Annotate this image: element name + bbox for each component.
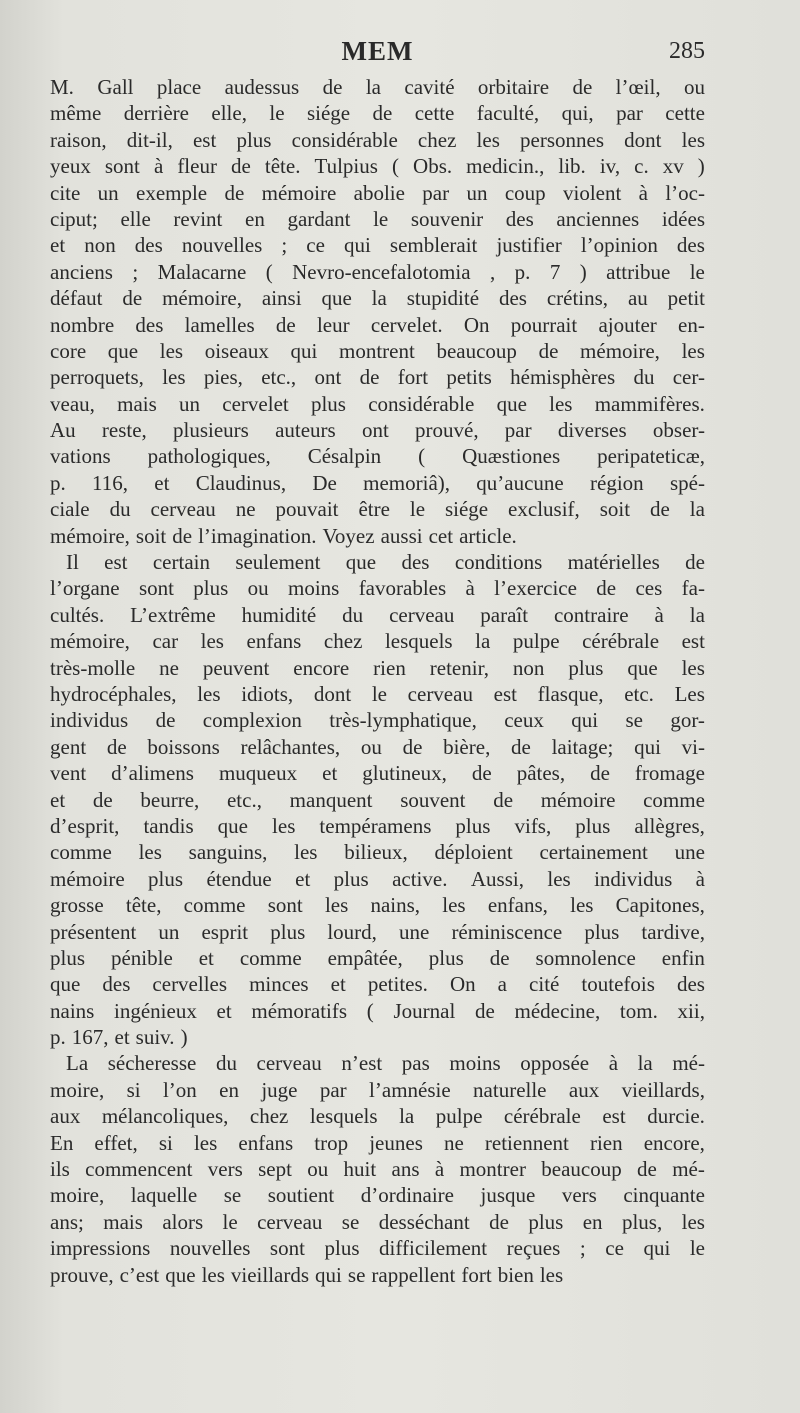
text-line: que des cervelles minces et petites. On a cité toutefois des [50, 972, 705, 997]
text-line: yeux sont à fleur de tête. Tulpius ( Obs. medicin., lib. iv, c. xv ) [50, 154, 705, 179]
text-line: En effet, si les enfans trop jeunes ne retiennent rien encore, [50, 1130, 705, 1155]
text-line: individus de complexion très-lymphatique, ceux qui se gor- [50, 708, 705, 733]
text-line: p. 167, et suiv. ) [50, 1025, 188, 1050]
text-line: perroquets, les pies, etc., ont de fort petits hémisphères du cer- [50, 365, 705, 390]
text-line: gent de boissons relâchantes, ou de bière, de laitage; qui vi- [50, 734, 705, 759]
text-line: moire, si l’on en juge par l’amnésie naturelle aux vieillards, [50, 1077, 705, 1102]
text-line: comme les sanguins, les bilieux, déploient certainement une [50, 840, 705, 865]
text-line: très-molle ne peuvent encore rien retenir, non plus que les [50, 655, 705, 680]
text-line: Il est certain seulement que des conditions matérielles de [66, 550, 705, 575]
page-header [50, 36, 705, 76]
text-line: prouve, c’est que les vieillards qui se rappellent fort bien les [50, 1262, 564, 1287]
text-line: mémoire, soit de l’imagination. Voyez aussi cet article. [50, 523, 517, 548]
text-line: moire, laquelle se soutient d’ordinaire jusque vers cinquante [50, 1183, 705, 1208]
text-line: d’esprit, tandis que les tempéramens plus vifs, plus allègres, [50, 813, 705, 838]
text-line: p. 116, et Claudinus, De memoriâ), qu’aucune région spé- [50, 470, 705, 495]
text-line: Au reste, plusieurs auteurs ont prouvé, par diverses obser- [50, 418, 705, 443]
text-line: vations pathologiques, Césalpin ( Quæstiones peripateticæ, [50, 444, 705, 469]
body-text [50, 74, 705, 1288]
text-line: même derrière elle, le siége de cette faculté, qui, par cette [50, 101, 705, 126]
text-line: veau, mais un cervelet plus considérable que les mammifères. [50, 391, 705, 416]
text-line: mémoire, car les enfans chez lesquels la pulpe cérébrale est [50, 629, 705, 654]
text-line: ans; mais alors le cerveau se desséchant de plus en plus, les [50, 1209, 705, 1234]
text-line: et de beurre, etc., manquent souvent de mémoire comme [50, 787, 705, 812]
text-line: nombre des lamelles de leur cervelet. On pourrait ajouter en- [50, 312, 705, 337]
text-line: grosse tête, comme sont les nains, les enfans, les Capitones, [50, 893, 705, 918]
text-line: aux mélancoliques, chez lesquels la pulpe cérébrale est durcie. [50, 1104, 705, 1129]
text-line: ciale du cerveau ne pouvait être le siége exclusif, soit de la [50, 497, 705, 522]
text-line: impressions nouvelles sont plus difficilement reçues ; ce qui le [50, 1236, 705, 1261]
text-line: cite un exemple de mémoire abolie par un coup violent à l’oc- [50, 180, 705, 205]
text-line: défaut de mémoire, ainsi que la stupidité des crétins, au petit [50, 286, 705, 311]
text-line: ils commencent vers sept ou huit ans à montrer beaucoup de mé- [50, 1157, 705, 1182]
text-line: mémoire plus étendue et plus active. Aussi, les individus à [50, 866, 705, 891]
text-line: nains ingénieux et mémoratifs ( Journal de médecine, tom. xii, [50, 998, 705, 1023]
page-number: 285 [669, 38, 705, 64]
text-line: cultés. L’extrême humidité du cerveau paraît contraire à la [50, 602, 705, 627]
text-line: ciput; elle revint en gardant le souvenir des anciennes idées [50, 206, 705, 231]
text-line: M. Gall place audessus de la cavité orbitaire de l’œil, ou [50, 75, 705, 99]
text-line: présentent un esprit plus lourd, une réminiscence plus tardive, [50, 919, 705, 944]
text-line: et non des nouvelles ; ce qui semblerait justifier l’opinion des [50, 233, 705, 258]
text-line: l’organe sont plus ou moins favorables à l’exercice de ces fa- [50, 576, 705, 601]
text-line: raison, dit-il, est plus considérable chez les personnes dont les [50, 127, 705, 152]
running-head: MEM [341, 36, 414, 66]
text-line: La sécheresse du cerveau n’est pas moins opposée à la mé- [66, 1051, 705, 1076]
text-line: anciens ; Malacarne ( Nevro-encefalotomia , p. 7 ) attribue le [50, 259, 705, 284]
text-line: vent d’alimens muqueux et glutineux, de pâtes, de fromage [50, 761, 705, 786]
text-line: hydrocéphales, les idiots, dont le cerveau est flasque, etc. Les [50, 681, 705, 706]
text-line: core que les oiseaux qui montrent beaucoup de mémoire, les [50, 338, 705, 363]
text-line: plus pénible et comme empâtée, plus de somnolence enfin [50, 945, 705, 970]
